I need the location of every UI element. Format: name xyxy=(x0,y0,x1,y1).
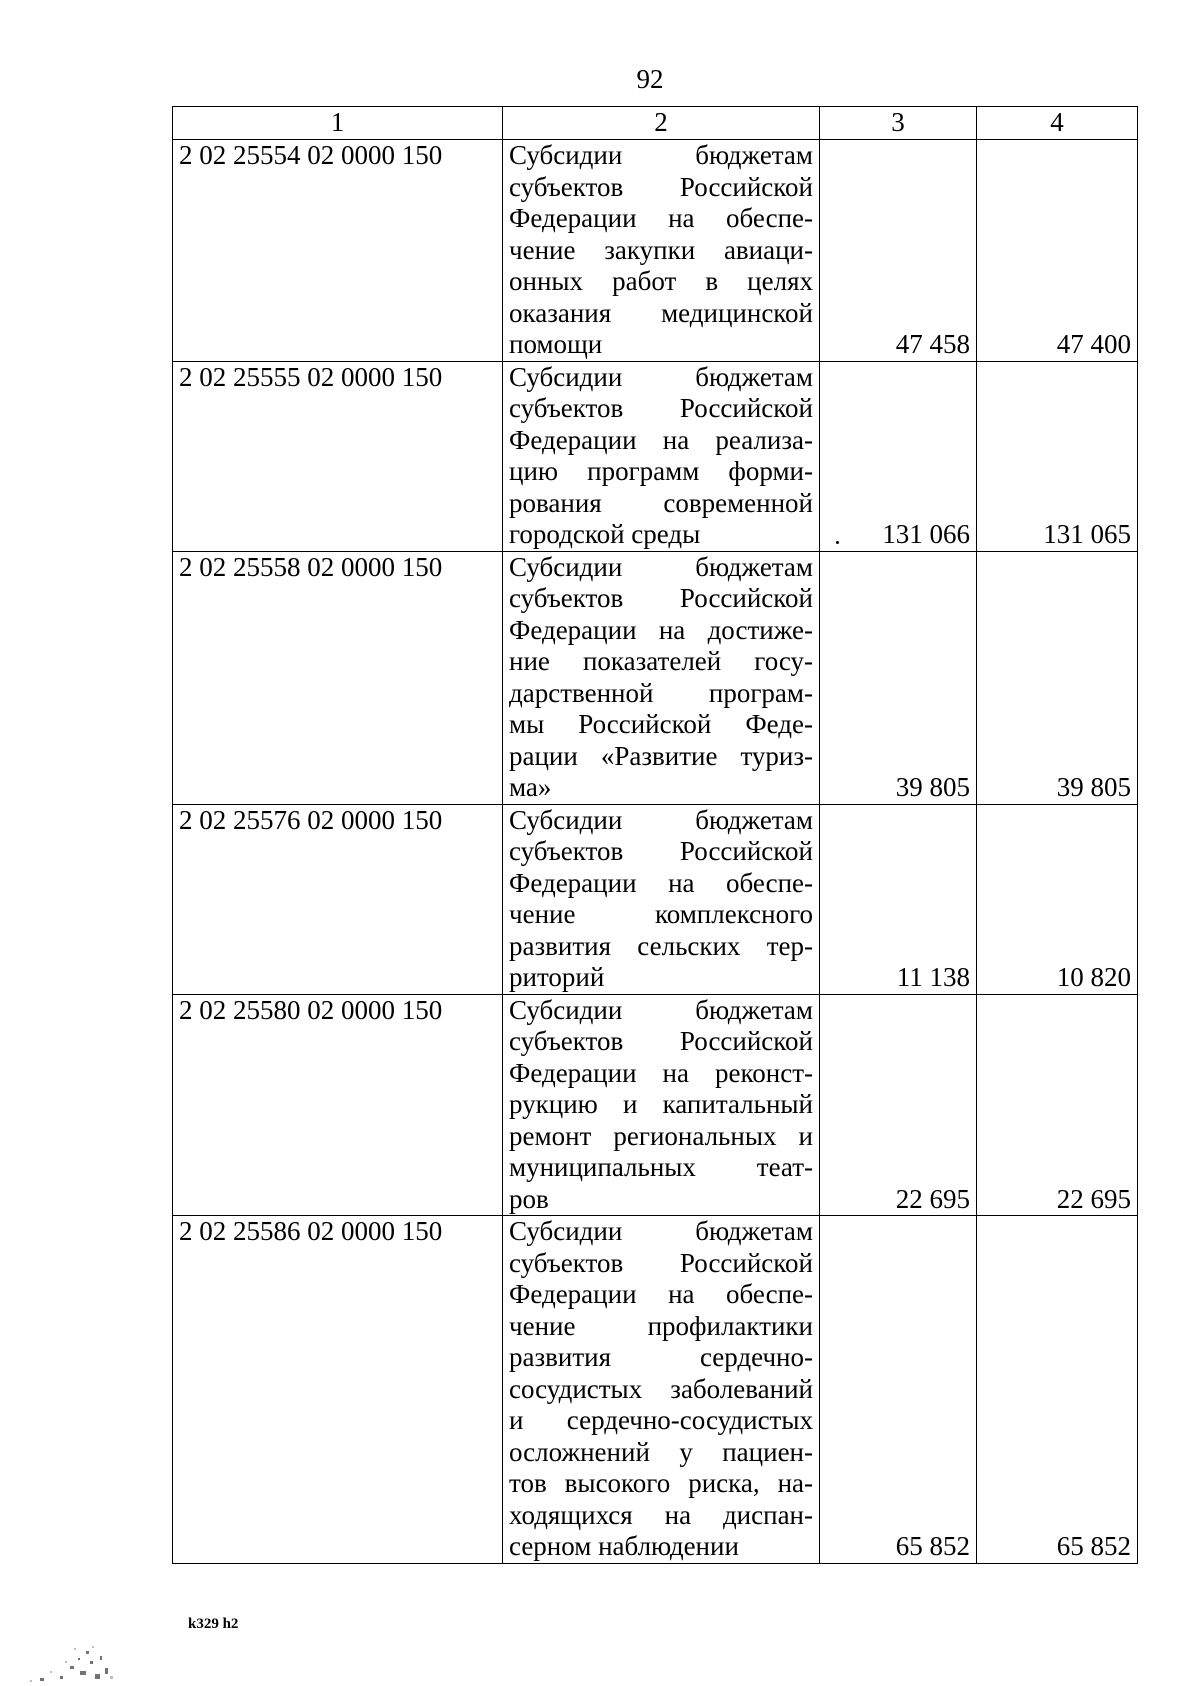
budget-revenue-table xyxy=(172,106,1138,1564)
description-line: городской среды xyxy=(509,519,701,549)
description-line: Субсидии бюджетам xyxy=(509,361,813,392)
table-header-row xyxy=(173,107,1138,140)
footer-reference: k329 h2 xyxy=(188,1616,239,1632)
page-number: 92 xyxy=(636,64,664,94)
amount-column-3: 131 066 xyxy=(820,361,977,551)
description-line: субъектов Российской xyxy=(509,171,813,202)
revenue-description xyxy=(503,804,820,994)
description-line: чение закупки авиаци- xyxy=(509,234,813,265)
description-line: онных работ в целях xyxy=(509,266,813,296)
description-line: развития сельских тер- xyxy=(509,930,813,961)
scan-speck xyxy=(836,541,839,544)
revenue-code: 2 02 25554 02 0000 150 xyxy=(173,140,503,362)
description-line: чение комплексного xyxy=(509,899,813,929)
column-header-2: 2 xyxy=(503,107,820,140)
table-row xyxy=(173,361,1138,551)
description-line: Федерации на обеспе- xyxy=(509,203,813,233)
description-line: риторий xyxy=(509,962,605,992)
revenue-description xyxy=(503,994,820,1216)
amount-column-3: 22 695 xyxy=(820,994,977,1216)
description-line: Федерации на обеспе- xyxy=(509,867,813,898)
description-line: Федерации на обеспе- xyxy=(509,1279,813,1309)
amount-column-4: 131 065 xyxy=(977,361,1138,551)
description-line: цию программ форми- xyxy=(509,456,813,486)
revenue-code: 2 02 25558 02 0000 150 xyxy=(173,551,503,804)
revenue-description xyxy=(503,140,820,362)
description-line: ходящихся на диспан- xyxy=(509,1499,813,1530)
description-line: осложнений у пациен- xyxy=(509,1436,813,1467)
description-line: дарственной програм- xyxy=(509,677,813,708)
description-line: Субсидии бюджетам xyxy=(509,1216,813,1246)
description-line: развития сердечно- xyxy=(509,1342,813,1372)
description-line: мы Российской Феде- xyxy=(509,709,813,739)
description-line: субъектов Российской xyxy=(509,1026,813,1056)
amount-column-3: 11 138 xyxy=(820,804,977,994)
column-header-1: 1 xyxy=(173,107,503,140)
table-row xyxy=(173,804,1138,994)
revenue-code: 2 02 25586 02 0000 150 xyxy=(173,1216,503,1564)
revenue-code: 2 02 25580 02 0000 150 xyxy=(173,994,503,1216)
amount-column-4: 10 820 xyxy=(977,804,1138,994)
table-row xyxy=(173,994,1138,1216)
revenue-description xyxy=(503,361,820,551)
scan-noise-corner xyxy=(0,1576,130,1686)
description-line: ние показателей госу- xyxy=(509,646,813,676)
description-line: Субсидии бюджетам xyxy=(509,804,813,835)
revenue-code: 2 02 25576 02 0000 150 xyxy=(173,804,503,994)
description-line: рукцию и капитальный xyxy=(509,1089,813,1119)
description-line: Субсидии бюджетам xyxy=(509,994,813,1025)
column-header-4: 4 xyxy=(977,107,1138,140)
description-line: сосудистых заболеваний xyxy=(509,1373,813,1404)
amount-column-4: 39 805 xyxy=(977,551,1138,804)
description-line: субъектов Российской xyxy=(509,583,813,613)
description-line: субъектов Российской xyxy=(509,836,813,866)
description-line: рования современной xyxy=(509,487,813,518)
description-line: помощи xyxy=(509,329,603,359)
description-line: тов высокого риска, на- xyxy=(509,1468,813,1498)
description-line: чение профилактики xyxy=(509,1310,813,1341)
amount-column-4: 47 400 xyxy=(977,140,1138,362)
description-line: ров xyxy=(509,1183,549,1214)
table-row xyxy=(173,1216,1138,1564)
description-line: и сердечно-сосудистых xyxy=(509,1405,813,1435)
description-line: Субсидии бюджетам xyxy=(509,140,813,170)
description-line: Федерации на реконст- xyxy=(509,1057,813,1088)
description-line: субъектов Российской xyxy=(509,1247,813,1278)
amount-column-4: 65 852 xyxy=(977,1216,1138,1564)
description-line: оказания медицинской xyxy=(509,297,813,328)
description-line: Федерации на реализа- xyxy=(509,424,813,455)
description-line: муниципальных теат- xyxy=(509,1152,813,1182)
description-line: субъектов Российской xyxy=(509,393,813,423)
description-line: Федерации на достиже- xyxy=(509,614,813,645)
amount-column-3: 65 852 xyxy=(820,1216,977,1564)
column-header-3: 3 xyxy=(820,107,977,140)
amount-column-3: 47 458 xyxy=(820,140,977,362)
revenue-description xyxy=(503,551,820,804)
revenue-code: 2 02 25555 02 0000 150 xyxy=(173,361,503,551)
revenue-description xyxy=(503,1216,820,1564)
description-line: ремонт региональных и xyxy=(509,1120,813,1151)
description-line: Субсидии бюджетам xyxy=(509,551,813,582)
table-row xyxy=(173,140,1138,362)
table-row xyxy=(173,551,1138,804)
amount-column-3: 39 805 xyxy=(820,551,977,804)
description-line: ма» xyxy=(509,772,552,802)
description-line: рации «Развитие туриз- xyxy=(509,740,813,771)
description-line: серном наблюдении xyxy=(509,1531,739,1561)
amount-column-4: 22 695 xyxy=(977,994,1138,1216)
